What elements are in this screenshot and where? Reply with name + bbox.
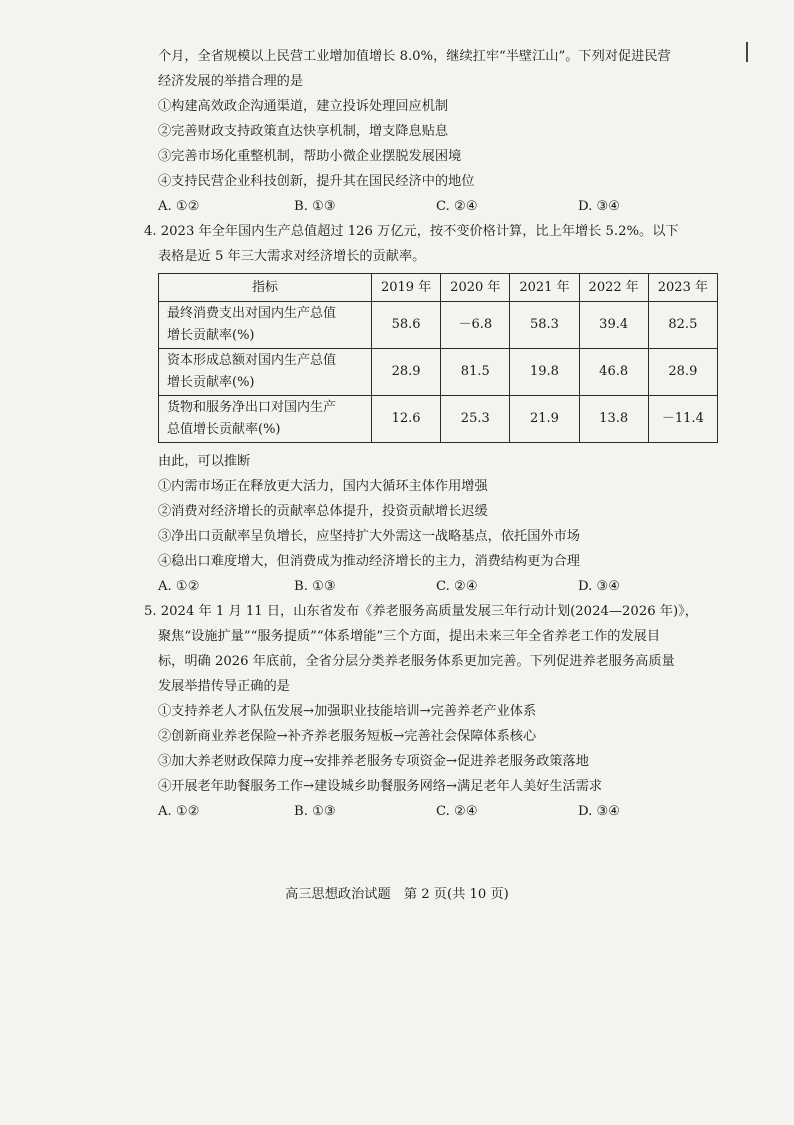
- table-row-label: [159, 396, 372, 443]
- q4-choices: [158, 574, 720, 599]
- table-header-cell: 指标: [159, 274, 372, 302]
- table-cell: 58.3: [510, 302, 579, 349]
- q5-option-3: ③加大养老财政保障力度→安排养老服务专项资金→促进养老服务政策落地: [158, 754, 589, 769]
- row-label-line: 增长贡献率(%): [167, 328, 255, 343]
- table-cell: 28.9: [648, 349, 717, 396]
- q3-line-2: 经济发展的举措合理的是: [158, 74, 304, 89]
- table-cell: －11.4: [648, 396, 717, 443]
- q5-line-2: 聚焦“设施扩量”“服务提质”“体系增能”三个方面，提出未来三年全省养老工作的发展目: [158, 629, 661, 644]
- table-cell: 39.4: [579, 302, 648, 349]
- page-content: [144, 44, 720, 824]
- q4-option-4: ④稳出口难度增大，但消费成为推动经济增长的主力，消费结构更为合理: [158, 554, 580, 569]
- q4-option-3: ③净出口贡献率呈负增长，应坚持扩大外需这一战略基点，依托国外市场: [158, 529, 580, 544]
- q4-option-1: ①内需市场正在释放更大活力，国内大循环主体作用增强: [158, 479, 488, 494]
- q4-option-2: ②消费对经济增长的贡献率总体提升，投资贡献增长迟缓: [158, 504, 488, 519]
- table-cell: 81.5: [441, 349, 510, 396]
- q5-choice-c: C. ②④: [436, 804, 478, 819]
- q5-choice-a: A. ①②: [158, 804, 200, 819]
- table-cell: 28.9: [372, 349, 441, 396]
- q5-option-2: ②创新商业养老保险→补齐养老服务短板→完善社会保障体系核心: [158, 729, 537, 744]
- q5-choice-b: B. ①③: [294, 804, 336, 819]
- q5-line-4: 发展举措传导正确的是: [158, 679, 290, 694]
- table-row: [159, 302, 718, 349]
- q3-choices: [158, 194, 720, 219]
- table-cell: 19.8: [510, 349, 579, 396]
- table-cell: 13.8: [579, 396, 648, 443]
- page-edge-mark: [746, 42, 748, 62]
- q5-choices: [158, 799, 720, 824]
- table-header-cell: 2022 年: [579, 274, 648, 302]
- q3-option-1: ①构建高效政企沟通渠道，建立投诉处理回应机制: [158, 99, 449, 114]
- row-label-line: 增长贡献率(%): [167, 375, 255, 390]
- table-cell: 21.9: [510, 396, 579, 443]
- table-cell: －6.8: [441, 302, 510, 349]
- q3-line-1: 个月，全省规模以上民营工业增加值增长 8.0%，继续扛牢“半壁江山”。下列对促进民营: [158, 49, 671, 64]
- q4-choice-a: A. ①②: [158, 579, 200, 594]
- table-row: [159, 349, 718, 396]
- table-row: [159, 396, 718, 443]
- q3-choice-b: B. ①③: [294, 199, 336, 214]
- q4-line-2: 表格是近 5 年三大需求对经济增长的贡献率。: [158, 249, 426, 264]
- q3-option-2: ②完善财政支持政策直达快享机制，增支降息贴息: [158, 124, 449, 139]
- row-label-line: 资本形成总额对国内生产总值: [167, 353, 337, 368]
- question-3: [158, 44, 720, 219]
- q4-intro: 由此，可以推断: [158, 454, 251, 469]
- table-header-cell: 2023 年: [648, 274, 717, 302]
- q4-choice-c: C. ②④: [436, 579, 478, 594]
- q3-option-3: ③完善市场化重整机制，帮助小微企业摆脱发展困境: [158, 149, 462, 164]
- table-header-cell: 2020 年: [441, 274, 510, 302]
- table-cell: 46.8: [579, 349, 648, 396]
- row-label-line: 总值增长贡献率(%): [167, 422, 281, 437]
- q3-choice-d: D. ③④: [578, 199, 621, 214]
- q5-option-4: ④开展老年助餐服务工作→建设城乡助餐服务网络→满足老年人美好生活需求: [158, 779, 603, 794]
- row-label-line: 最终消费支出对国内生产总值: [167, 306, 337, 321]
- table-cell: 25.3: [441, 396, 510, 443]
- q5-option-1: ①支持养老人才队伍发展→加强职业技能培训→完善养老产业体系: [158, 704, 537, 719]
- page-footer: 高三思想政治试题 第 2 页(共 10 页): [285, 887, 509, 902]
- q3-choice-c: C. ②④: [436, 199, 478, 214]
- question-5: [144, 599, 720, 824]
- question-4: [144, 219, 720, 599]
- q4-line-1: 4. 2023 年全年国内生产总值超过 126 万亿元，按不变价格计算，比上年增长 5.2%。以下: [144, 224, 679, 239]
- table-cell: 12.6: [372, 396, 441, 443]
- q4-choice-b: B. ①③: [294, 579, 336, 594]
- q5-line-3: 标，明确 2026 年底前，全省分层分类养老服务体系更加完善。下列促进养老服务高质量: [158, 654, 675, 669]
- table-header-cell: 2019 年: [372, 274, 441, 302]
- q3-choice-a: A. ①②: [158, 199, 200, 214]
- table-header-row: [159, 274, 718, 302]
- table-cell: 82.5: [648, 302, 717, 349]
- table-cell: 58.6: [372, 302, 441, 349]
- contribution-table: [158, 273, 718, 443]
- q3-option-4: ④支持民营企业科技创新，提升其在国民经济中的地位: [158, 174, 475, 189]
- q5-line-1: 5. 2024 年 1 月 11 日，山东省发布《养老服务高质量发展三年行动计划(2024—2026 年)》，: [144, 604, 698, 619]
- table-row-label: [159, 349, 372, 396]
- row-label-line: 货物和服务净出口对国内生产: [167, 400, 337, 415]
- table-header-cell: 2021 年: [510, 274, 579, 302]
- table-row-label: [159, 302, 372, 349]
- q5-choice-d: D. ③④: [578, 804, 621, 819]
- q4-choice-d: D. ③④: [578, 579, 621, 594]
